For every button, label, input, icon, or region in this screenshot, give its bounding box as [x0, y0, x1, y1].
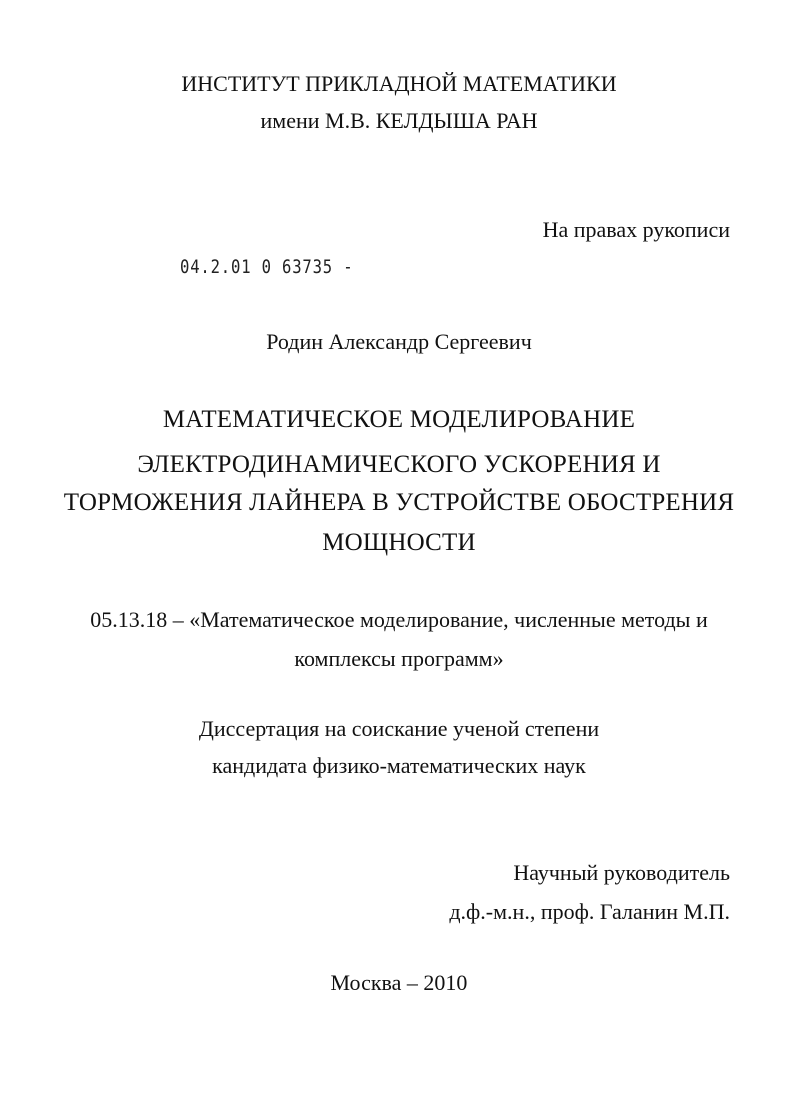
specialty-line: 05.13.18 – «Математическое моделирование, численные методы и [90, 607, 708, 632]
title-line: ЭЛЕКТРОДИНАМИЧЕСКОГО УСКОРЕНИЯ И [137, 451, 661, 478]
specialty-line: комплексы программ» [294, 646, 504, 671]
title-line: МОЩНОСТИ [322, 529, 476, 556]
supervisor-name: д.ф.-м.н., проф. Галанин М.П. [449, 899, 730, 924]
registry-number-stamp: 04.2.01 0 63735 - [180, 256, 354, 278]
supervisor-label: Научный руководитель [513, 860, 730, 885]
institute-subtitle: имени М.В. КЕЛДЫША РАН [260, 108, 538, 133]
degree-line: кандидата физико-математических наук [212, 753, 586, 778]
manuscript-note: На правах рукописи [542, 217, 730, 242]
author-name: Родин Александр Сергеевич [266, 329, 532, 354]
title-line: МАТЕМАТИЧЕСКОЕ МОДЕЛИРОВАНИЕ [162, 406, 636, 433]
institute-name: ИНСТИТУТ ПРИКЛАДНОЙ МАТЕМАТИКИ [181, 71, 617, 96]
title-line: ТОРМОЖЕНИЯ ЛАЙНЕРА В УСТРОЙСТВЕ ОБОСТРЕНИЯ [63, 489, 735, 516]
city-year: Москва – 2010 [330, 970, 468, 995]
degree-line: Диссертация на соискание ученой степени [198, 716, 600, 741]
